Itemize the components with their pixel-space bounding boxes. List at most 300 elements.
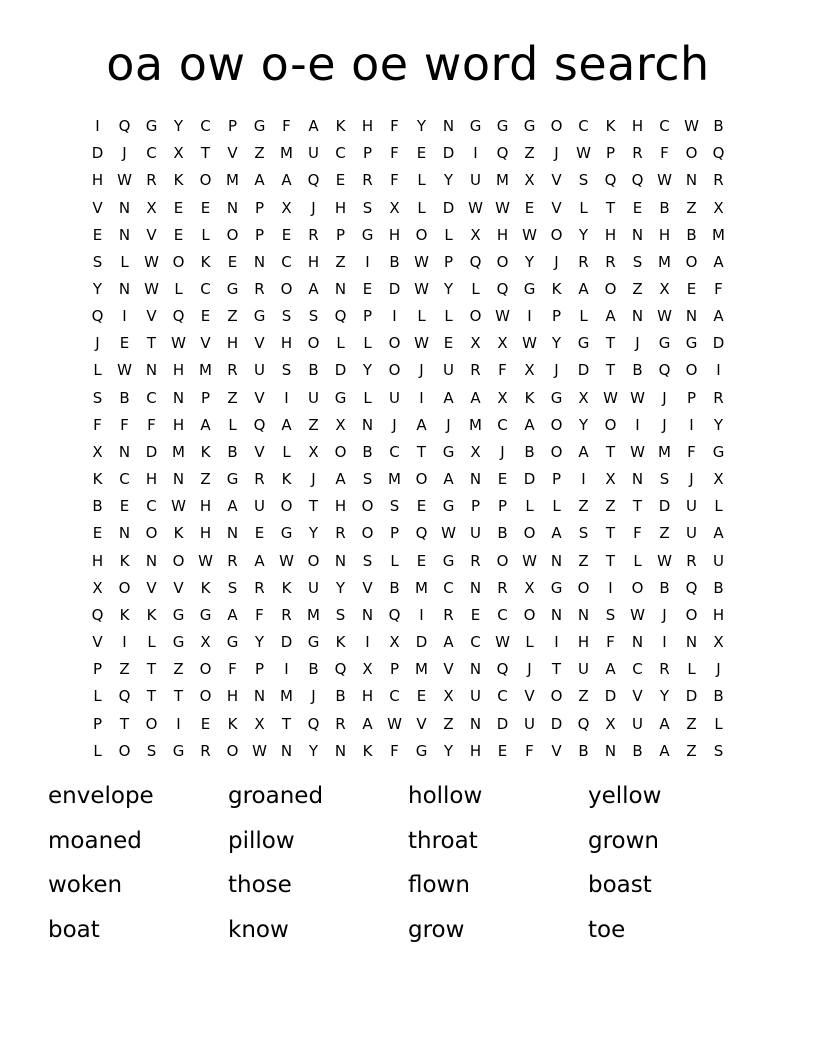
grid-letter: S [281,361,292,380]
grid-letter: H [199,497,212,516]
grid-letter: C [443,578,454,597]
grid-letter: R [281,605,292,624]
grid-letter: H [361,687,374,706]
grid-letter: O [388,334,401,353]
grid-letter: F [93,415,102,434]
grid-letter: L [579,198,588,217]
grid-letter: I [608,578,613,597]
grid-letter: R [362,171,373,190]
grid-letter: V [551,171,562,190]
grid-letter: Z [200,470,211,489]
grid-letter: W [522,334,537,353]
grid-letter: M [280,144,293,163]
grid-letter: C [497,415,508,434]
grid-letter: H [496,225,509,244]
grid-letter: P [470,497,481,516]
grid-letter: X [497,388,508,407]
grid-letter: O [415,225,428,244]
grid-letter: U [443,361,454,380]
grid-letter: C [200,280,211,299]
grid-letter: N [685,307,698,326]
grid-letter: R [497,578,508,597]
grid-letter: G [550,388,563,407]
grid-letter: B [578,741,589,760]
grid-letter: H [388,225,401,244]
grid-letter: E [119,497,130,516]
grid-letter: O [469,307,482,326]
grid-letter: P [362,144,373,163]
grid-letter: E [443,334,454,353]
grid-letter: N [631,633,644,652]
grid-letter: G [442,442,455,461]
grid-letter: G [523,280,536,299]
grid-letter: W [171,334,186,353]
grid-letter: X [470,442,481,461]
grid-letter: F [228,660,237,679]
grid-letter: Y [254,633,265,652]
grid-letter: L [120,252,129,271]
grid-letter: E [524,198,535,217]
grid-letter: A [605,660,616,679]
grid-row [84,520,732,547]
grid-letter: T [605,334,616,353]
grid-letter: B [308,660,319,679]
grid-letter: I [122,633,127,652]
grid-letter: K [200,252,211,271]
grid-letter: E [173,198,184,217]
grid-letter: W [441,524,456,543]
grid-letter: N [361,605,374,624]
grid-letter: S [713,741,724,760]
grid-letter: D [550,714,563,733]
grid-letter: T [173,687,184,706]
grid-letter: G [496,117,509,136]
grid-letter: E [362,280,373,299]
grid-letter: V [524,687,535,706]
grid-letter: B [686,225,697,244]
grid-letter: W [468,198,483,217]
grid-letter: M [226,171,239,190]
grid-letter: V [227,144,238,163]
grid-letter: P [497,497,508,516]
grid-letter: V [551,741,562,760]
grid-letter: R [578,252,589,271]
grid-letter: X [308,442,319,461]
grid-letter: N [442,117,455,136]
grid-letter: T [632,497,643,516]
grid-letter: V [254,388,265,407]
grid-letter: Z [227,307,238,326]
grid-letter: F [390,741,399,760]
grid-letter: L [687,660,696,679]
grid-letter: O [307,334,320,353]
grid-letter: A [713,524,724,543]
grid-letter: M [388,470,401,489]
grid-letter: Z [443,714,454,733]
grid-row [84,683,732,710]
grid-letter: T [416,442,427,461]
grid-letter: I [176,714,181,733]
grid-letter: G [361,225,374,244]
grid-letter: V [254,442,265,461]
grid-letter: J [95,334,100,353]
grid-letter: S [281,307,292,326]
grid-letter: T [551,660,562,679]
grid-row [84,656,732,683]
grid-letter: V [146,225,157,244]
grid-letter: S [362,470,373,489]
grid-letter: S [362,551,373,570]
grid-letter: W [198,551,213,570]
grid-letter: D [496,714,509,733]
grid-letter: S [578,171,589,190]
grid-letter: I [527,307,532,326]
grid-letter: O [550,442,563,461]
grid-letter: R [686,551,697,570]
grid-letter: N [631,470,644,489]
grid-letter: D [604,687,617,706]
grid-letter: Y [578,225,589,244]
grid-letter: I [284,660,289,679]
grid-letter: A [713,252,724,271]
grid-letter: L [147,633,156,652]
grid-letter: O [280,280,293,299]
grid-letter: Z [686,198,697,217]
grid-letter: L [444,225,453,244]
grid-letter: G [280,524,293,543]
grid-letter: R [254,470,265,489]
grid-letter: L [201,225,210,244]
grid-letter: S [632,252,643,271]
grid-letter: R [632,144,643,163]
grid-letter: U [524,714,535,733]
grid-letter: R [254,280,265,299]
grid-letter: S [362,198,373,217]
grid-letter: Q [496,280,509,299]
grid-letter: N [226,198,239,217]
grid-letter: L [390,551,399,570]
grid-letter: X [281,198,292,217]
grid-letter: F [147,415,156,434]
grid-letter: F [714,280,723,299]
grid-letter: I [581,470,586,489]
grid-letter: M [172,442,185,461]
grid-letter: G [415,741,428,760]
grid-letter: Y [173,117,184,136]
grid-letter: G [226,280,239,299]
grid-letter: P [686,388,697,407]
grid-letter: N [334,280,347,299]
grid-letter: F [687,442,696,461]
grid-letter: O [577,578,590,597]
grid-letter: Q [388,605,401,624]
grid-letter: L [282,442,291,461]
grid-letter: P [92,660,103,679]
grid-letter: X [470,334,481,353]
grid-letter: B [227,442,238,461]
grid-letter: C [578,117,589,136]
grid-letter: Z [173,660,184,679]
grid-letter: X [578,388,589,407]
word-list-item: groaned [228,783,324,809]
grid-letter: N [172,388,185,407]
grid-letter: J [554,252,559,271]
grid-letter: X [92,442,103,461]
word-list-item: boast [588,872,652,898]
grid-letter: X [335,415,346,434]
grid-letter: C [335,144,346,163]
grid-letter: W [171,497,186,516]
grid-letter: A [443,633,454,652]
grid-letter: D [712,334,725,353]
grid-letter: U [254,497,265,516]
word-list-item: throat [408,827,478,854]
grid-letter: N [253,687,266,706]
grid-letter: P [605,144,616,163]
grid-letter: G [550,578,563,597]
grid-letter: G [469,117,482,136]
grid-letter: I [635,415,640,434]
grid-letter: W [414,334,429,353]
grid-letter: O [226,741,239,760]
word-list-item: hollow [408,783,483,809]
grid-letter: Z [578,497,589,516]
grid-letter: V [551,198,562,217]
grid-letter: X [713,198,724,217]
grid-letter: L [93,361,102,380]
grid-letter: S [227,578,238,597]
grid-letter: J [689,470,694,489]
grid-letter: F [390,144,399,163]
grid-letter: J [446,415,451,434]
grid-letter: H [145,470,158,489]
grid-letter: K [173,524,184,543]
grid-letter: L [336,334,345,353]
grid-letter: O [550,415,563,434]
grid-letter: O [172,252,185,271]
grid-letter: G [253,117,266,136]
grid-letter: O [550,225,563,244]
grid-letter: E [281,225,292,244]
grid-letter: N [631,307,644,326]
grid-letter: X [524,578,535,597]
grid-letter: U [470,687,481,706]
grid-letter: L [579,307,588,326]
grid-letter: Q [415,524,428,543]
grid-letter: W [522,551,537,570]
grid-letter: Q [577,714,590,733]
grid-letter: Q [712,144,725,163]
grid-letter: J [392,415,397,434]
grid-letter: V [92,633,103,652]
grid-letter: E [119,334,130,353]
grid-letter: A [281,415,292,434]
grid-letter: Y [308,524,319,543]
grid-letter: S [578,524,589,543]
grid-letter: K [227,714,238,733]
grid-letter: X [254,714,265,733]
grid-letter: D [415,633,428,652]
grid-row [84,548,732,575]
grid-letter: S [659,470,670,489]
grid-letter: H [199,524,212,543]
grid-letter: P [551,307,562,326]
grid-letter: D [577,361,590,380]
grid-letter: A [227,605,238,624]
grid-row [84,249,732,276]
grid-letter: C [470,633,481,652]
grid-letter: D [145,442,158,461]
grid-letter: Z [254,144,265,163]
grid-letter: S [605,605,616,624]
grid-letter: W [630,442,645,461]
grid-letter: N [469,578,482,597]
grid-letter: A [308,280,319,299]
grid-letter: A [308,117,319,136]
grid-letter: G [253,307,266,326]
word-list-item: those [228,872,292,898]
grid-letter: A [254,171,265,190]
grid-letter: Y [443,171,454,190]
grid-letter: L [633,551,642,570]
grid-letter: I [689,415,694,434]
grid-letter: Z [632,280,643,299]
grid-letter: H [361,117,374,136]
grid-letter: P [254,660,265,679]
grid-letter: W [684,117,699,136]
grid-letter: L [471,280,480,299]
grid-letter: K [173,171,184,190]
grid-letter: W [522,225,537,244]
grid-letter: Z [227,388,238,407]
grid-letter: Z [335,252,346,271]
grid-letter: I [419,605,424,624]
grid-letter: H [226,334,239,353]
grid-letter: A [524,415,535,434]
grid-letter: I [365,252,370,271]
grid-letter: O [550,687,563,706]
word-list-item: grown [588,827,660,854]
grid-letter: A [578,280,589,299]
grid-letter: O [145,524,158,543]
grid-letter: N [118,524,131,543]
grid-row [84,194,732,221]
grid-letter: X [146,198,157,217]
grid-letter: V [632,687,643,706]
grid-letter: P [254,225,265,244]
grid-letter: B [659,578,670,597]
grid-letter: S [92,252,103,271]
grid-letter: W [657,551,672,570]
grid-letter: A [713,307,724,326]
grid-letter: K [119,605,130,624]
grid-letter: T [146,660,157,679]
page-title: oa ow o-e oe word search [106,37,710,91]
grid-letter: O [604,280,617,299]
grid-letter: F [120,415,129,434]
grid-row [84,493,732,520]
grid-letter: M [658,252,671,271]
grid-letter: J [662,605,667,624]
grid-letter: D [442,198,455,217]
grid-letter: R [254,578,265,597]
grid-letter: J [311,687,316,706]
grid-letter: G [442,551,455,570]
grid-letter: S [335,605,346,624]
grid-letter: R [713,171,724,190]
grid-letter: X [524,361,535,380]
grid-letter: A [200,415,211,434]
grid-letter: B [713,687,724,706]
letter-grid [84,113,732,765]
grid-letter: X [443,687,454,706]
grid-letter: X [659,280,670,299]
grid-letter: Z [524,144,535,163]
grid-letter: E [497,470,508,489]
grid-letter: Y [443,741,454,760]
grid-letter: L [417,171,426,190]
grid-letter: W [657,171,672,190]
grid-row [84,167,732,194]
grid-letter: V [146,578,157,597]
grid-letter: E [200,714,211,733]
grid-letter: Q [307,171,320,190]
grid-letter: Y [713,415,724,434]
grid-letter: J [122,144,127,163]
grid-letter: C [146,497,157,516]
grid-letter: L [714,714,723,733]
grid-letter: G [226,470,239,489]
grid-letter: Y [335,578,346,597]
grid-letter: H [91,551,104,570]
grid-letter: T [605,198,616,217]
grid-letter: J [419,361,424,380]
grid-row [84,222,732,249]
grid-letter: B [92,497,103,516]
grid-letter: D [280,633,293,652]
grid-letter: O [415,470,428,489]
grid-letter: O [550,117,563,136]
grid-letter: P [227,117,238,136]
grid-letter: N [685,633,698,652]
grid-letter: J [527,660,532,679]
grid-letter: V [200,334,211,353]
grid-letter: L [417,307,426,326]
grid-letter: P [443,252,454,271]
grid-letter: E [416,497,427,516]
grid-letter: D [388,280,401,299]
grid-letter: X [524,171,535,190]
grid-letter: J [554,144,559,163]
grid-letter: O [199,687,212,706]
grid-letter: T [146,687,157,706]
grid-row [84,330,732,357]
grid-letter: E [92,225,103,244]
grid-letter: O [361,497,374,516]
grid-letter: T [146,334,157,353]
grid-letter: I [554,633,559,652]
grid-letter: F [255,605,264,624]
grid-letter: G [658,334,671,353]
grid-letter: Y [578,415,589,434]
grid-letter: Q [172,307,185,326]
grid-letter: F [282,117,291,136]
grid-letter: J [500,442,505,461]
grid-letter: O [496,551,509,570]
grid-letter: R [335,714,346,733]
grid-letter: R [227,361,238,380]
grid-letter: V [173,578,184,597]
